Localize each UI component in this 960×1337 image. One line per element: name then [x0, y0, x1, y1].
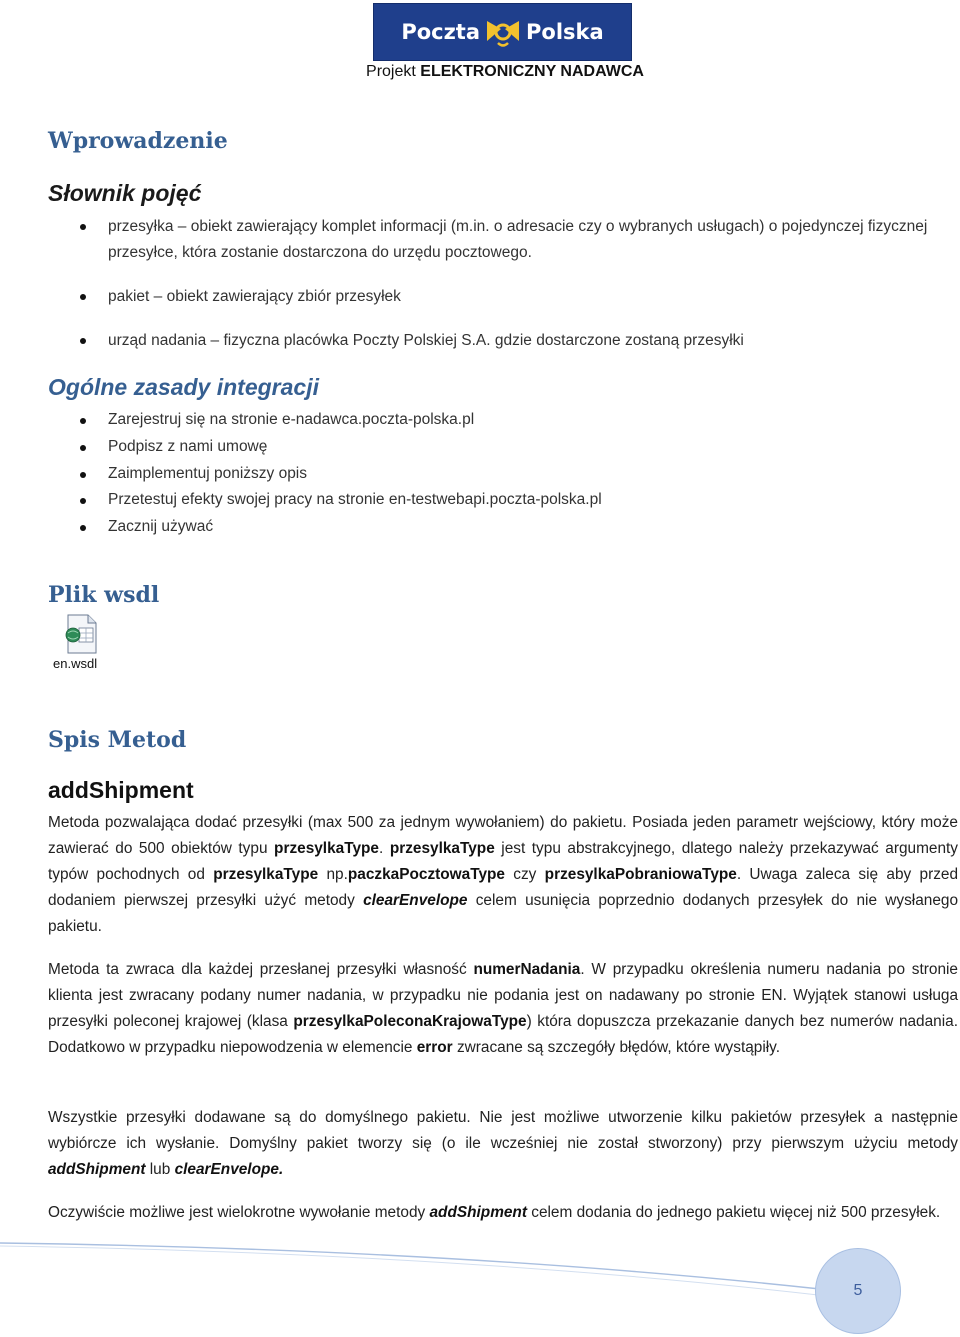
project-title: [360, 63, 650, 81]
project-name: ELEKTRONICZNY NADAWCA: [420, 63, 644, 80]
glossary-item-urzad-nadania: urząd nadania – fizyczna placówka Poczty Polskiej S.A. gdzie dostarczone zostaną przesyłki: [0, 328, 958, 354]
logo-text-right: Polska: [526, 20, 604, 44]
wsdl-heading: Plik wsdl: [48, 582, 160, 608]
page-number-badge: [815, 1248, 901, 1334]
glossary-list: [0, 214, 960, 354]
integration-list: [0, 407, 960, 541]
logo-text-left: Poczta: [401, 20, 481, 44]
integration-step: Zaimplementuj poniższy opis: [0, 461, 958, 488]
glossary-item-przesylka: przesyłka – obiekt zawierający komplet informacji (m.in. o adresacie czy o wybranych usługach) o pojedynczej fizycznej przesyłce, która zostanie dostarczona do urzędu pocztowego.: [0, 214, 958, 266]
wsdl-file-label[interactable]: en.wsdl: [53, 656, 98, 671]
poczta-polska-logo: [373, 3, 632, 61]
methods-heading: Spis Metod: [48, 727, 187, 753]
page-number: 5: [853, 1282, 863, 1299]
project-prefix: Projekt: [366, 63, 416, 80]
paragraph-multiple-calls: Oczywiście możliwe jest wielokrotne wywołanie metody addShipment celem dodania do jednego pakietu więcej niż 500 przesyłek.: [48, 1204, 941, 1221]
paragraph-description: Metoda pozwalająca dodać przesyłki (max 500 za jednym wywołaniem) do pakietu. Posiada jeden parametr wejściowy, który może zawierać do 500 obiektów typu przesylkaType. przesylkaType jest typu abstrakcyjnego, dlatego należy przekazywać argumenty typów pochodnych od przesylkaType np.paczkaPocztowaType czy przesylkaPobraniowaType. Uwaga zaleca się aby przed dodaniem pierwszej przesyłki użyć metody clearEnvelope celem usunięcia poprzednio dodanych przesyłek do nie wysłanego pakietu.: [48, 814, 959, 935]
integration-step: Podpisz z nami umowę: [0, 434, 958, 461]
integration-heading: Ogólne zasady integracji: [48, 374, 319, 400]
glossary-item-pakiet: pakiet – obiekt zawierający zbiór przesyłek: [0, 284, 958, 310]
glossary-heading: Słownik pojęć: [48, 180, 202, 206]
integration-step: Przetestuj efekty swojej pracy na stronie en-testwebapi.poczta-polska.pl: [0, 487, 958, 514]
wsdl-file-icon[interactable]: [62, 614, 100, 654]
integration-step: Zarejestruj się na stronie e-nadawca.poczta-polska.pl: [0, 407, 958, 434]
paragraph-return-value: Metoda ta zwraca dla każdej przesłanej przesyłki własność numerNadania. W przypadku określenia numeru nadania po stronie klienta jest zwracany podany numer nadania, w przypadku nie podania jest on nadawany po stronie EN. Wyjątek stanowi usługa przesyłki poleconej krajowej (klasa przesylkaPoleconaKrajowaType) która dopuszcza przekazanie danych bez numerów nadania. Dodatkowo w przypadku niepowodzenia w elemencie error zwracane są szczegóły błędów, które wystąpiły.: [48, 961, 958, 1056]
method-heading-addshipment: addShipment: [48, 777, 194, 803]
post-horn-icon: [484, 15, 522, 49]
intro-heading: Wprowadzenie: [48, 128, 228, 154]
paragraph-default-package: Wszystkie przesyłki dodawane są do domyślnego pakietu. Nie jest możliwe utworzenie kilku pakietów przesyłek a następnie wybiórcze ich wysłanie. Domyślny pakiet tworzy się (o ile wcześniej nie został stworzony) przy pierwszym użyciu metody addShipment lub clearEnvelope.: [48, 1109, 958, 1178]
integration-step: Zacznij używać: [0, 514, 958, 541]
